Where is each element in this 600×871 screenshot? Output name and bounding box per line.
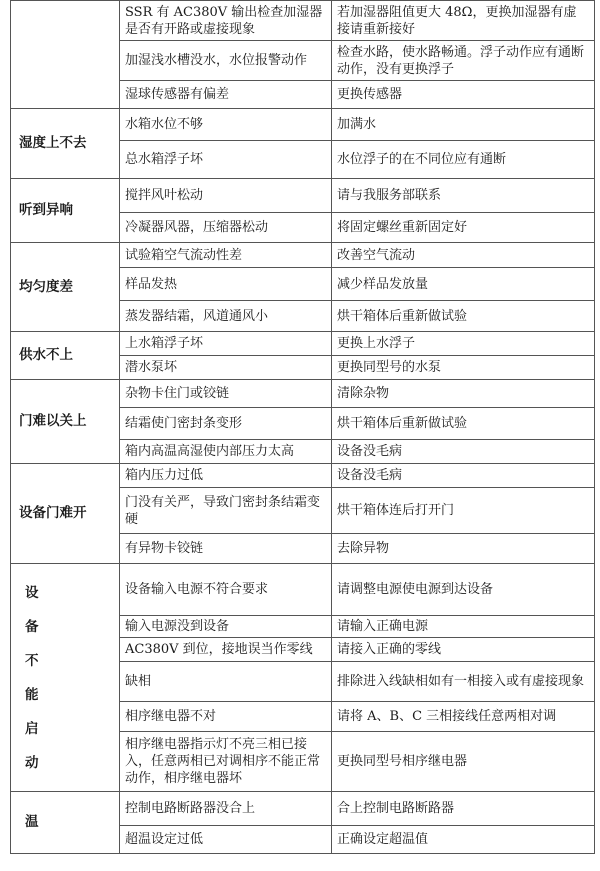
category-cell-continued xyxy=(11,1,120,109)
cause-cell: 控制电路断路器没合上 xyxy=(120,792,332,826)
cause-cell: 有异物卡铰链 xyxy=(120,534,332,564)
fix-cell: 正确设定超温值 xyxy=(332,826,595,854)
cause-cell: 超温设定过低 xyxy=(120,826,332,854)
fix-cell: 设备没毛病 xyxy=(332,440,595,464)
fix-cell: 将固定螺丝重新固定好 xyxy=(332,213,595,243)
cause-cell: 门没有关严，导致门密封条结霜变硬 xyxy=(120,488,332,534)
fix-cell: 检查水路，使水路畅通。浮子动作应有通断动作，没有更换浮子 xyxy=(332,41,595,81)
cause-cell: 冷凝器风器，压缩器松动 xyxy=(120,213,332,243)
cause-cell: 相序继电器指示灯不亮三相已接入，任意两相已对调相序不能正常动作，相序继电器坏 xyxy=(120,732,332,792)
cause-cell: 试验箱空气流动性差 xyxy=(120,243,332,268)
category-uniformity: 均匀度差 xyxy=(11,243,120,332)
fix-cell: 设备没毛病 xyxy=(332,464,595,488)
fix-cell: 烘干箱体后重新做试验 xyxy=(332,408,595,440)
fix-cell: 更换同型号相序继电器 xyxy=(332,732,595,792)
fix-cell: 更换传感器 xyxy=(332,81,595,109)
cause-cell: 蒸发器结霜，风道通风小 xyxy=(120,301,332,332)
cause-cell: 上水箱浮子坏 xyxy=(120,332,332,356)
fix-cell: 烘干箱体连后打开门 xyxy=(332,488,595,534)
category-char: 设 xyxy=(25,584,39,601)
cause-cell: 水箱水位不够 xyxy=(120,109,332,141)
fix-cell: 合上控制电路断路器 xyxy=(332,792,595,826)
fix-cell: 请输入正确电源 xyxy=(332,616,595,638)
fix-cell: 改善空气流动 xyxy=(332,243,595,268)
cause-cell: 箱内高温高湿使内部压力太高 xyxy=(120,440,332,464)
cause-cell: 样品发热 xyxy=(120,268,332,301)
fix-cell: 请接入正确的零线 xyxy=(332,638,595,662)
cause-cell: 结霜使门密封条变形 xyxy=(120,408,332,440)
fix-cell: 更换上水浮子 xyxy=(332,332,595,356)
cause-cell: 搅拌风叶松动 xyxy=(120,179,332,213)
fix-cell: 加满水 xyxy=(332,109,595,141)
cause-cell: 箱内压力过低 xyxy=(120,464,332,488)
cause-cell: SSR 有 AC380V 输出检查加湿器是否有开路或虚接现象 xyxy=(120,1,332,41)
fix-cell: 请将 A、B、C 三相接线任意两相对调 xyxy=(332,702,595,732)
category-char: 备 xyxy=(25,618,39,635)
fix-cell: 烘干箱体后重新做试验 xyxy=(332,301,595,332)
category-temperature: 温 xyxy=(11,792,120,854)
category-char: 能 xyxy=(25,686,39,703)
cause-cell: 设备输入电源不符合要求 xyxy=(120,564,332,616)
category-char: 动 xyxy=(25,754,39,771)
fix-cell: 去除异物 xyxy=(332,534,595,564)
cause-cell: 潜水泵坏 xyxy=(120,356,332,380)
fix-cell: 请与我服务部联系 xyxy=(332,179,595,213)
cause-cell: AC380V 到位，接地误当作零线 xyxy=(120,638,332,662)
fix-cell: 清除杂物 xyxy=(332,380,595,408)
fix-cell: 请调整电源使电源到达设备 xyxy=(332,564,595,616)
category-noise: 听到异响 xyxy=(11,179,120,243)
cause-cell: 缺相 xyxy=(120,662,332,702)
cause-cell: 杂物卡住门或铰链 xyxy=(120,380,332,408)
category-water-supply: 供水不上 xyxy=(11,332,120,380)
cause-cell: 加湿浅水槽没水，水位报警动作 xyxy=(120,41,332,81)
category-char: 不 xyxy=(25,652,39,669)
category-cannot-start xyxy=(11,564,120,792)
category-humidity: 湿度上不去 xyxy=(11,109,120,179)
cause-cell: 湿球传感器有偏差 xyxy=(120,81,332,109)
category-door-open: 设备门难开 xyxy=(11,464,120,564)
fix-cell: 减少样品发放量 xyxy=(332,268,595,301)
cause-cell: 相序继电器不对 xyxy=(120,702,332,732)
fix-cell: 更换同型号的水泵 xyxy=(332,356,595,380)
cause-cell: 输入电源没到设备 xyxy=(120,616,332,638)
fix-cell: 若加湿器阻值更大 48Ω，更换加湿器有虚接请重新接好 xyxy=(332,1,595,41)
category-door-close: 门难以关上 xyxy=(11,380,120,464)
category-char: 启 xyxy=(25,720,39,737)
fix-cell: 排除进入线缺相如有一相接入或有虚接现象 xyxy=(332,662,595,702)
cause-cell: 总水箱浮子坏 xyxy=(120,141,332,179)
fix-cell: 水位浮子的在不同位应有通断 xyxy=(332,141,595,179)
fault-table xyxy=(10,0,595,854)
